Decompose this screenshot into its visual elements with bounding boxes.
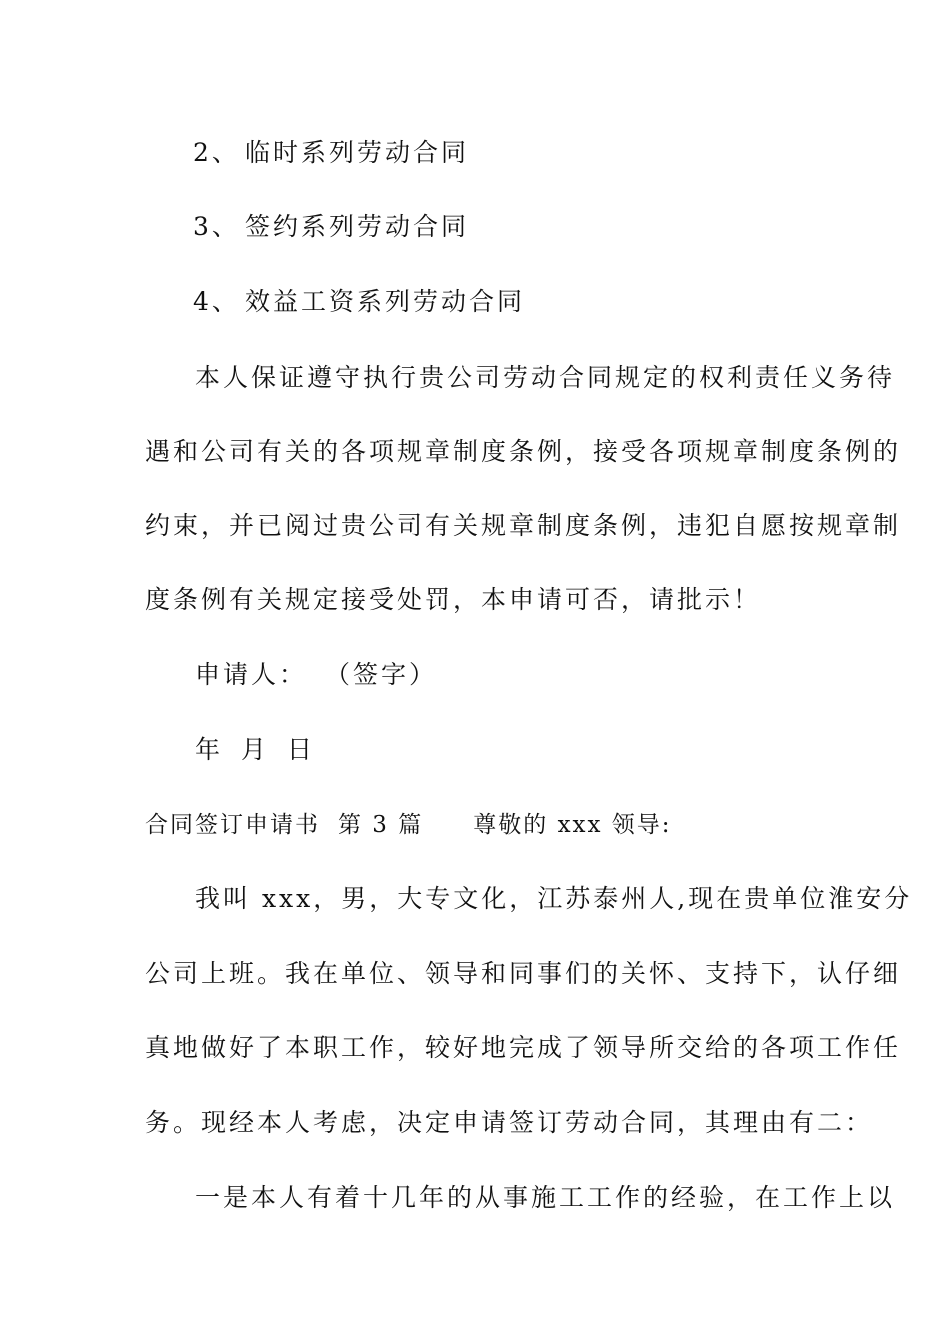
date-month: 月 [241, 735, 270, 764]
list-item [193, 287, 525, 317]
sign-hint: （签字） [325, 660, 438, 689]
salutation: 尊敬的 xxx 领导: [473, 812, 672, 838]
paragraph-line: 我叫 xxx，男，大专文化，江苏泰州人,现在贵单位淮安分 [195, 884, 913, 913]
paragraph-line: 约束，并已阅过贵公司有关规章制度条例，违犯自愿按规章制 [145, 511, 902, 540]
paragraph-line: 一是本人有着十几年的从事施工工作的经验，在工作上以 [195, 1183, 896, 1212]
paragraph-line: 度条例有关规定接受处罚，本申请可否，请批示！ [145, 585, 762, 614]
list-item-number: 2、 [193, 138, 240, 167]
paragraph-line: 务。现经本人考虑，决定申请签订劳动合同，其理由有二： [145, 1108, 874, 1137]
list-item [193, 212, 469, 242]
paragraph-line: 真地做好了本职工作，较好地完成了领导所交给的各项工作任 [145, 1033, 902, 1062]
section-part: 第 3 篇 [338, 812, 424, 838]
list-item-text: 临时系列劳动合同 [245, 138, 470, 167]
list-item [193, 138, 469, 168]
list-item-text: 签约系列劳动合同 [245, 212, 470, 241]
section-heading [145, 810, 672, 840]
date-line [195, 735, 315, 765]
paragraph-line: 本人保证遵守执行贵公司劳动合同规定的权利责任义务待 [195, 363, 896, 392]
signature-line [195, 660, 437, 690]
date-day: 日 [287, 735, 316, 764]
list-item-text: 效益工资系列劳动合同 [245, 287, 526, 316]
section-title: 合同签订申请书 [145, 812, 320, 838]
paragraph-line: 公司上班。我在单位、领导和同事们的关怀、支持下，认仔细 [145, 959, 902, 988]
applicant-label: 申请人： [195, 660, 308, 689]
list-item-number: 4、 [193, 287, 240, 316]
list-item-number: 3、 [193, 212, 240, 241]
date-year: 年 [195, 735, 224, 764]
paragraph-line: 遇和公司有关的各项规章制度条例，接受各项规章制度条例的 [145, 437, 902, 466]
